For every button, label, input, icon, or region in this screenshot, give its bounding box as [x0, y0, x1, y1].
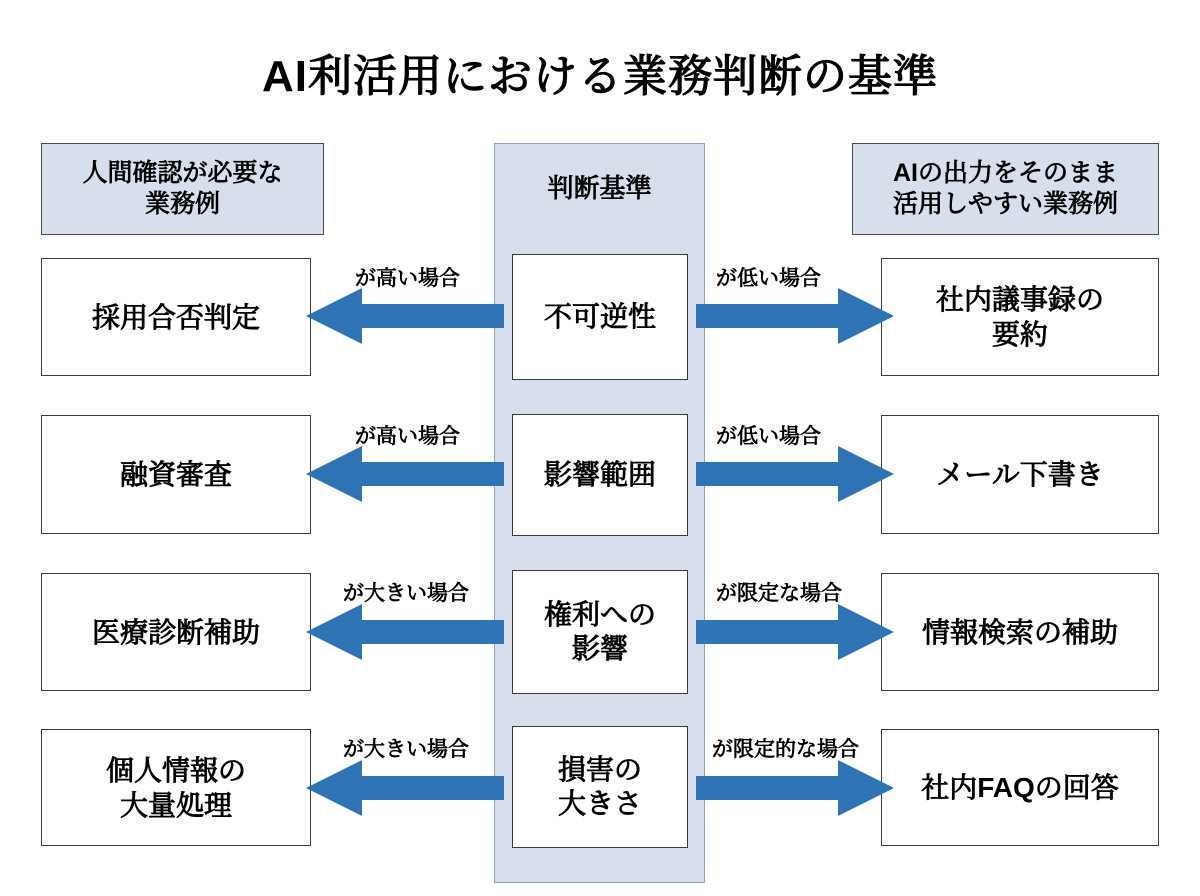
- left-item-2: [41, 415, 311, 534]
- arrow-left-2: [306, 446, 504, 502]
- right-item-1-line1: 社内議事録の: [935, 284, 1104, 315]
- criterion-2-line1: 影響範囲: [543, 459, 656, 491]
- left-item-2-line1: 融資審査: [119, 459, 232, 490]
- arrow-label-left-2: が高い場合: [355, 425, 460, 448]
- header-left-line2: 業務例: [144, 190, 220, 218]
- right-item-2: [881, 415, 1159, 534]
- criterion-4-line2: 大きさ: [557, 788, 642, 819]
- arrow-label-right-4: が限定的な場合: [712, 738, 859, 761]
- header-right-line2: 活用しやすい業務例: [892, 190, 1118, 218]
- arrow-label-left-1: が高い場合: [355, 267, 460, 290]
- criterion-1-line1: 不可逆性: [543, 301, 656, 333]
- page-title: AI利活用における業務判断の基準: [262, 52, 938, 101]
- left-item-3-line1: 医療診断補助: [91, 616, 260, 648]
- arrow-right-2: [696, 446, 894, 502]
- arrow-label-right-3: が限定な場合: [716, 582, 842, 605]
- arrow-label-left-3: が大きい場合: [343, 582, 469, 605]
- arrow-left-1: [306, 288, 504, 344]
- right-item-1: [881, 258, 1159, 376]
- right-item-3-line1: 情報検索の補助: [921, 616, 1118, 648]
- criterion-3-line1: 権利への: [543, 599, 656, 631]
- arrow-right-4: [696, 760, 894, 816]
- header-box-ai-direct-use: [852, 143, 1159, 235]
- right-item-4-line1: 社内FAQの回答: [921, 772, 1119, 803]
- right-item-2-line1: メール下書き: [936, 459, 1104, 490]
- criterion-4-line1: 損害の: [557, 754, 642, 786]
- arrow-left-4: [306, 760, 504, 816]
- arrow-right-3: [696, 604, 894, 660]
- arrow-label-right-2: が低い場合: [716, 425, 821, 448]
- arrow-label-left-4: が大きい場合: [343, 738, 469, 761]
- criterion-box-3: [512, 570, 688, 694]
- arrow-right-1: [696, 288, 894, 344]
- right-item-3: [881, 573, 1159, 691]
- criterion-box-2: [512, 414, 688, 536]
- header-right-line1: AIの出力をそのまま: [892, 158, 1118, 187]
- criterion-3-line2: 影響: [571, 633, 628, 664]
- criteria-panel-title: 判断基準: [547, 173, 652, 203]
- left-item-4-line1: 個人情報の: [105, 754, 246, 786]
- left-item-4-line2: 大量処理: [119, 789, 232, 821]
- right-item-1-line2: 要約: [991, 319, 1048, 350]
- left-item-1: [41, 258, 311, 376]
- arrow-left-3: [306, 604, 504, 660]
- header-box-human-review: [41, 143, 324, 235]
- left-item-3: [41, 573, 311, 691]
- right-item-4: [881, 729, 1159, 846]
- left-item-4: [41, 729, 311, 846]
- left-item-1-line1: 採用合否判定: [91, 301, 260, 333]
- criterion-box-4: [512, 726, 688, 848]
- header-left-line1: 人間確認が必要な: [82, 158, 283, 187]
- arrow-label-right-1: が低い場合: [716, 267, 821, 290]
- criterion-box-1: [512, 254, 688, 380]
